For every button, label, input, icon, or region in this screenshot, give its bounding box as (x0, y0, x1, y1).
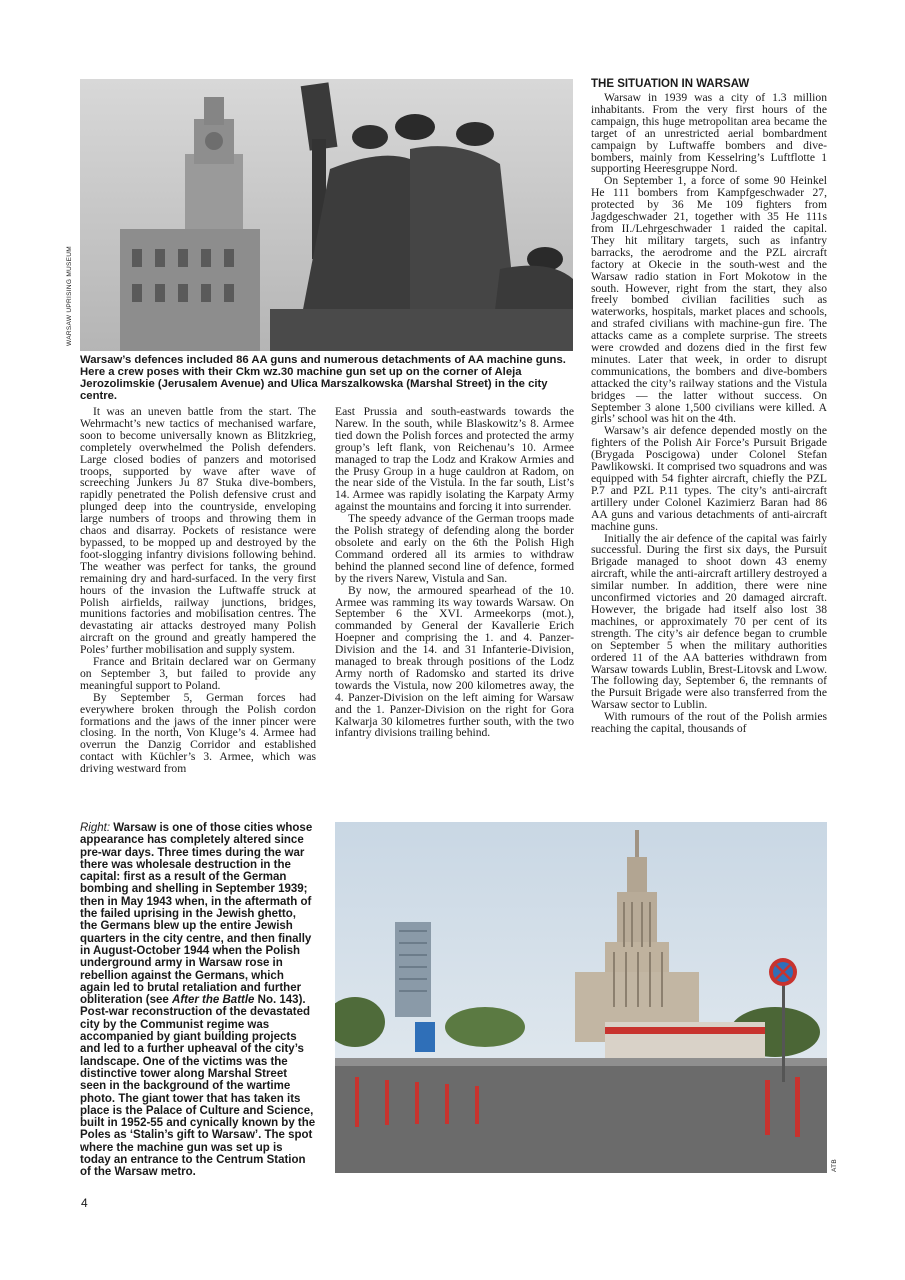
col2-paragraph: By now, the armoured spearhead of the 10. Armee was ramming its way towards Warsaw. On September 6 the XVI. Armeekorps (mot.), commanded by General der Kavallerie Erich Hoepner and comprising the 1. and 4. Panzer-Division and the 14. and 31 Infanterie-Division, managed to break through positions of the Lodz Army north of Radomsko and started its drive towards the Vistula, now 200 kilometres away, the 4. Panzer-Division on the left aiming for Warsaw and the 1. Panzer-Division on the right for Gora Kalwarja 30 kilometres further south, with the two infantry divisions trailing behind. (335, 583, 574, 740)
col3-paragraph: On September 1, a force of some 90 Heinkel He 111 bombers from Kampfgeschwader 27, protected by 36 Me 109 fighters from Jagdgeschwader 21, together with 35 He 111s from II./Lehrgeschwader 1 raided the capital. They hit military targets, such as infantry barracks, the aerodrome and the PZL aircraft factory at Okecie in the south-west and the Warsaw radio station in Fort Mokotow in the south. However, right from the start, they also freely bombed civilian facilities such as waterworks, hospitals, market places and schools, and strafed civilians with machine-gun fire. The attacks came as a complete surprise. The streets were crowded and dozens died in the first few minutes. Later that week, in order to disrupt communications, the bombers and dive-bombers attacked the city’s railway stations and the Vistula bridges — the latter without success. On September 3 alone 1,500 civilians were killed. A girls’ school was hit on the 4th. (591, 174, 827, 426)
top-photo-credit: WARSAW UPRISING MUSEUM (66, 245, 73, 346)
column-3 (591, 92, 827, 735)
col3-paragraph: Initially the air defence of the capital was fairly successful. During the first six days, the Pursuit Brigade managed to shoot down 43 enemy aircraft, while the anti-aircraft artillery destroyed a similar number. In addition, there were nine unconfirmed victories and 20 damaged aircraft. However, the brigade had itself also lost 38 machines, or approximately 70 per cent of its strength. The city’s air defence began to crumble on September 5 when the military authorities ordered 11 of the AA batteries withdrawn from Warsaw towards Lublin, Brest-Litovsk and Lwow. The following day, September 6, the remnants of the Pursuit Brigade were also transferred from the Warsaw sector to Lublin. (591, 531, 827, 712)
wartime-photo-graphic (80, 79, 573, 351)
col1-paragraph: By September 5, German forces had everywhere broken through the Polish cordon formations and the jaws of the inner pincer were closing. In the north, Von Kluge’s 4. Armee had overrun the Danzig Corridor and established contact with Küchler’s 3. Armee, which was driving westward from (80, 690, 316, 776)
col3-paragraph: Warsaw’s air defence depended mostly on the fighters of the Polish Air Force’s Pursuit Brigade (Brygada Poscigowa) under Colonel Stefan Pawlikowski. It comprised two squadrons and was equipped with 54 fighter aircraft, chiefly the PZL P.7 and PZL P.11 types. The city’s anti-aircraft artillery under Colonel Kazimierz Baran had 86 AA guns and various detachments of anti-aircraft machine guns. (591, 424, 827, 533)
caption-lead: Right: (80, 822, 111, 834)
top-photo-caption: Warsaw’s defences included 86 AA guns and numerous detachments of AA machine guns. Here a crew poses with their Ckm wz.30 machine gun set up on the corner of Aleja Jerozolimskie (Jerusalem Avenue) and Ulica Marszalkowska (Marshal Street) in the city centre. (80, 354, 566, 403)
col2-paragraph: East Prussia and south-eastwards towards the Narew. In the south, while Blaskowitz’s 8. Armee tied down the Polish forces and protected the army group’s left flank, von Reichenau’s 10. Armee managed to trap the Lodz and Krakow Armies and the Prusy Group in a huge cauldron at Radom, on the near side of the Vistula. In the far south, List’s 14. Armee was rapidly isolating the Karpaty Army against the mountains and forcing it into surrender. (335, 405, 574, 514)
modern-warsaw-photo (335, 822, 827, 1173)
col3-paragraph: Warsaw in 1939 was a city of 1.3 million inhabitants. From the very first hours of the campaign, this huge metropolitan area became the target of an unrestricted aerial bombardment campaign by Luftwaffe bombers and dive-bombers, mainly from Kesselring’s Luftflotte 1 supporting Heeresgruppe Nord. (591, 91, 827, 176)
col1-paragraph: It was an uneven battle from the start. The Wehrmacht’s new tactics of mechanised warfare, soon to become universally known as Blitzkrieg, completely overwhelmed the Polish defenders. Large closed bodies of panzers and motorised troops, supported by wave after wave of screeching Junkers Ju 87 Stuka dive-bombers, rapidly penetrated the Polish defensive crust and plunged deep into the countryside, enveloping large numbers of troops and throwing them in chaos and disarray. Pockets of resistance were bypassed, to be mopped up and destroyed by the foot-slogging infantry divisions following behind. The weather was perfect for tanks, the ground remaining dry and hard-surfaced. In the very first hours of the invasion the Luftwaffe struck at Polish airfields, railway junctions, bridges, munitions factories and mobilisation centres. The devastating air attacks destroyed many Polish aircraft on the ground and greatly hampered the Poles’ further mobilisation and supply system. (80, 405, 316, 657)
col1-paragraph: France and Britain declared war on Germany on September 3, but failed to provide any meaningful support to Poland. (80, 655, 316, 692)
caption-reference: After the Battle (172, 994, 255, 1007)
wartime-aa-crew-photo (80, 79, 573, 351)
column-1 (80, 406, 316, 775)
column-2 (335, 406, 574, 739)
bottom-photo-caption (80, 822, 316, 1179)
col2-paragraph: The speedy advance of the German troops made the Polish strategy of defending along the border obsolete and early on the 6th the Polish High Command ordered all its armies to withdraw behind the planned second line of defence, formed by the rivers Narew, Vistula and San. (335, 512, 574, 585)
caption-text-1: Warsaw is one of those cities whose appearance has completely altered since pre-war days. Three times during the war there was wholesale destruction in the capital: first as a result of the German bombing and shelling in September 1939; then in May 1943 when, in the aftermath of the failed uprising in the Jewish ghetto, the Germans blew up the entire Jewish quarters in the city centre, and then finally in August-October 1944 when the Polish underground army in Warsaw rose in rebellion against the Germans, which again led to brutal retaliation and further obliteration (see (80, 822, 313, 1007)
bottom-photo-credit: ATB (831, 1158, 838, 1172)
page-number: 4 (81, 1196, 88, 1210)
col3-paragraph: With rumours of the rout of the Polish armies reaching the capital, thousands of (591, 710, 827, 736)
section-heading: THE SITUATION IN WARSAW (591, 78, 750, 90)
caption-text-2: No. 143). Post-war reconstruction of the devastated city by the Communist regime was accompanied by giant building projects and led to a further upheaval of the city’s landscape. One of the victims was the distinctive tower along Marshal Street seen in the background of the wartime photo. The giant tower that has taken its place is the Palace of Culture and Science, built in 1952-55 and cynically known by the Poles as ‘Stalin’s gift to Warsaw’. The spot where the machine gun was set up is today an entrance to the Centrum Station of the Warsaw metro. (80, 994, 316, 1179)
modern-photo-graphic (335, 822, 827, 1173)
